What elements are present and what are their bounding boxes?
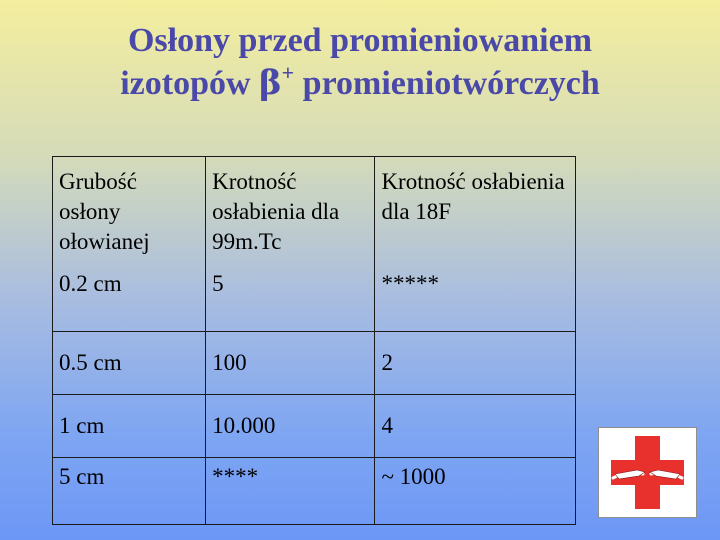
table-header-row — [53, 157, 576, 264]
table-row — [53, 395, 576, 458]
table-cell: 0.5 cm — [53, 332, 206, 395]
table-cell: 4 — [375, 395, 576, 458]
table-cell: ~ 1000 — [375, 458, 576, 525]
table-row — [53, 263, 576, 332]
table-cell: 10.000 — [206, 395, 375, 458]
table-cell: 1 cm — [53, 395, 206, 458]
title-line-1: Osłony przed promieniowaniem — [127, 22, 593, 59]
header-attenuation-f18: Krotność osłabienia dla 18F — [375, 157, 576, 264]
red-cross-hands-icon — [599, 428, 696, 517]
table-row — [53, 332, 576, 395]
plus-superscript: + — [281, 60, 295, 85]
table-cell: 0.2 cm — [53, 263, 206, 332]
header-attenuation-tc99m: Krotność osłabienia dla 99m.Tc — [206, 157, 375, 264]
table-cell: **** — [206, 458, 375, 525]
table-cell: 5 — [206, 263, 375, 332]
red-cross-logo — [598, 427, 697, 518]
table-cell: 100 — [206, 332, 375, 395]
shielding-table — [52, 156, 576, 525]
slide-title — [0, 20, 720, 105]
table-row — [53, 458, 576, 525]
table-cell: 2 — [375, 332, 576, 395]
title-line-2-text: izotopów — [120, 65, 260, 102]
table-cell: ***** — [375, 263, 576, 332]
header-shield-thickness: Grubość osłony ołowianej — [53, 157, 206, 264]
beta-symbol: β — [259, 63, 282, 103]
table-cell: 5 cm — [53, 458, 206, 525]
title-line-2 — [0, 62, 720, 105]
title-line-2-text-end: promieniotwórczych — [294, 65, 600, 102]
